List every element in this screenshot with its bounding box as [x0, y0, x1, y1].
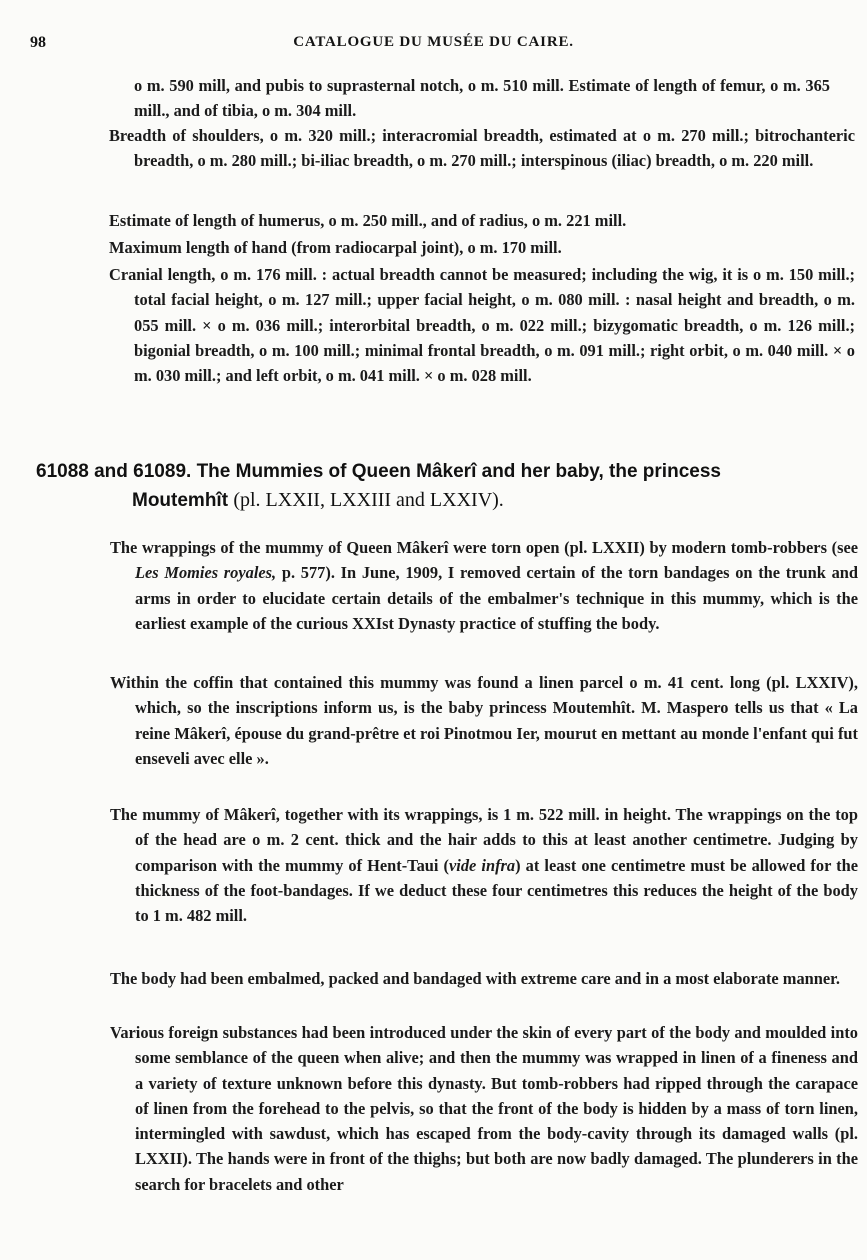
vide-infra-italic: vide infra [449, 855, 516, 875]
entry-heading [36, 457, 836, 515]
entry-paragraph-4: The body had been embalmed, packed and bandaged with extreme care and in a most elaborate manner. [110, 969, 841, 988]
measurement-paragraph-5: Cranial length, o m. 176 mill. : actual breadth cannot be measured; including the wig, it is o m. 150 mill.; total facial height, o m. 127 mill.; upper facial height, o m. 080 mill. : nasal height and breadth, o m. 055 mill. × o m. 036 mill.; interorbital breadth, o m. 022 mill.; bizygomatic breadth, o m. 126 mill.; bigonial breadth, o m. 100 mill.; minimal frontal breadth, o m. 091 mill.; right orbit, o m. 040 mill. × o m. 030 mill.; and left orbit, o m. 041 mill. × o m. 028 mill. [109, 265, 855, 386]
book-title-italic: Les Momies royales, [135, 563, 277, 583]
measurement-paragraph-3: Estimate of length of humerus, o m. 250 mill., and of radius, o m. 221 mill. [109, 211, 627, 230]
entry-paragraph-5: Various foreign substances had been introduced under the skin of every part of the body and moulded into some semblance of the queen when alive; and then the mummy was wrapped in linen of a fineness and a variety of texture unknown before this dynasty. But tomb-robbers had ripped through the carapace of linen from the forehead to the pelvis, so that the front of the body is hidden by a mass of torn linen, intermingled with sawdust, which has escaped from the body-cavity through its damaged walls (pl. LXXII). The hands were in front of the thighs; but both are now badly damaged. The plunderers in the search for bracelets and other [110, 1023, 858, 1194]
entry-paragraph-2: Within the coffin that contained this mummy was found a linen parcel o m. 41 cent. long (pl. LXXIV), which, so the inscriptions inform us, is the baby princess Moutemhît. M. Maspero tells us that « La reine Mâkerî, épouse du grand-prêtre et roi Pinotmou Ier, mourut en mettant au monde l'enfant qui fut enseveli avec elle ». [110, 673, 858, 768]
entry-paragraph-1-text-a: The wrappings of the mummy of Queen Mâkerî were torn open (pl. LXXII) by modern tomb-robbers (see [110, 538, 858, 557]
entry-paragraph-1 [110, 535, 858, 636]
entry-paragraph-3 [110, 802, 858, 928]
running-title: CATALOGUE DU MUSÉE DU CAIRE. [293, 34, 574, 50]
measurement-paragraph-4: Maximum length of hand (from radiocarpal joint), o m. 170 mill. [109, 238, 562, 257]
entry-heading-line-1: 61088 and 61089. The Mummies of Queen Mâkerî and her baby, the princess [36, 461, 721, 482]
entry-heading-plates: (pl. LXXII, LXXIII and LXXIV). [233, 489, 504, 511]
entry-heading-line-2 [36, 486, 836, 515]
entry-paragraph-3-text-b: ) at least one centimetre must be allowed for the thickness of the foot-bandages. If we deduct these four centimetres this reduces the height of the body to 1 m. 482 mill. [135, 855, 858, 926]
entry-paragraph-3-text-a: The mummy of Mâkerî, together with its wrappings, is 1 m. 522 mill. in height. The wrappings on the top of the head are o m. 2 cent. thick and the hair adds to this at least another centimetre. Judging by comparison with the mummy of Hent-Taui ( [110, 805, 858, 875]
measurement-paragraph-1: o m. 590 mill, and pubis to suprasternal notch, o m. 510 mill. Estimate of length of femur, o m. 365 mill., and of tibia, o m. 304 mill. [134, 76, 830, 121]
entry-heading-name: Moutemhît [132, 490, 229, 511]
page-number: 98 [30, 34, 46, 51]
page-header [0, 34, 867, 56]
entry-paragraph-1-text-b: p. 577). In June, 1909, I removed certain of the torn bandages on the trunk and arms in order to elucidate certain details of the embalmer's technique in this mummy, which is the earliest example of the curious XXIst Dynasty practice of stuffing the body. [135, 563, 858, 633]
measurement-paragraph-2: Breadth of shoulders, o m. 320 mill.; interacromial breadth, estimated at o m. 270 mill.; bitrochanteric breadth, o m. 280 mill.; bi-iliac breadth, o m. 270 mill.; interspinous (iliac) breadth, o m. 220 mill. [109, 126, 855, 171]
